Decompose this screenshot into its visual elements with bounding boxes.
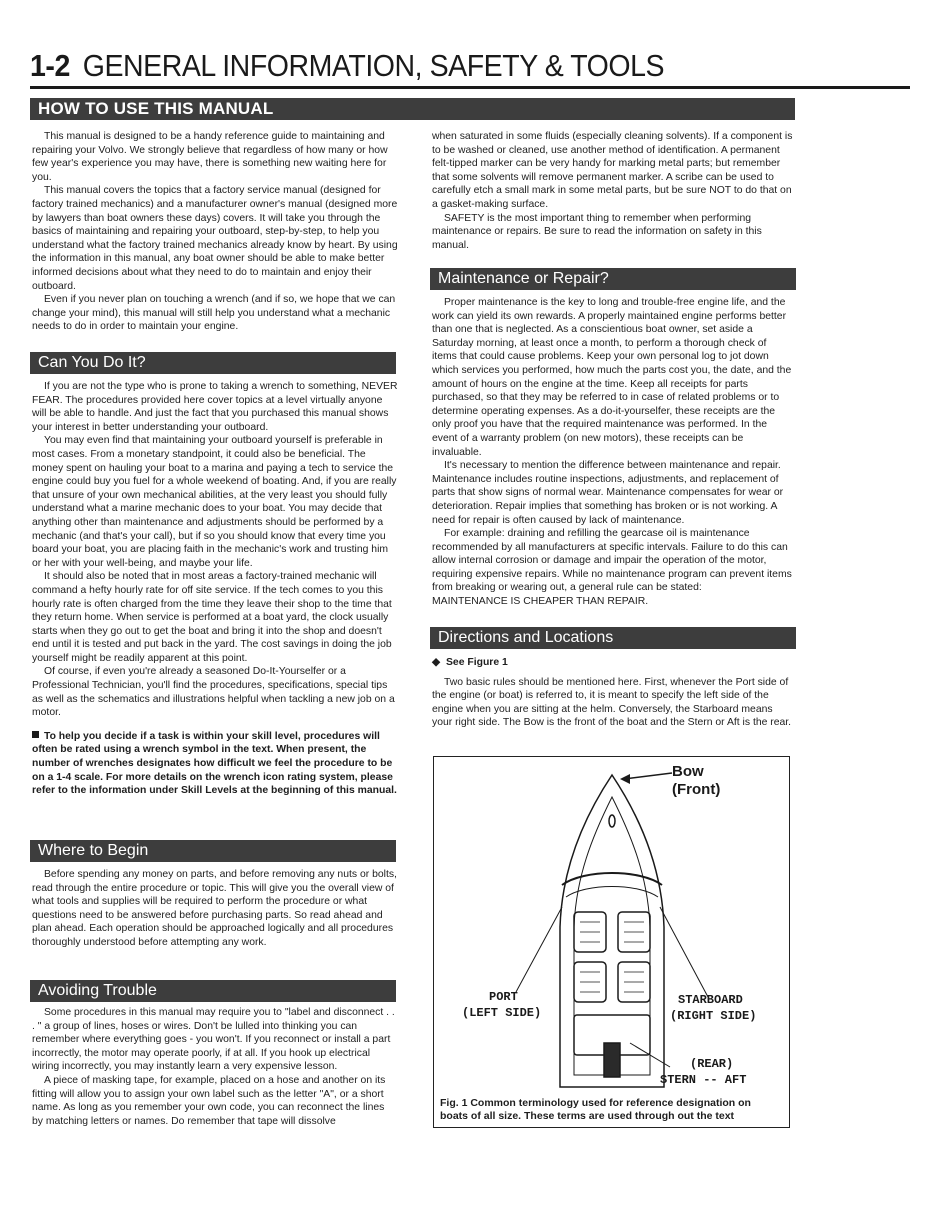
paragraph: Proper maintenance is the key to long and trouble-free engine life, and the work can yield its own rewards. A properly maintained engine performs better than one that is neglected. As a conscientious boat owner, set aside a Saturday morning, at least once a month, to perform a thorough check of items that could cause problems. Keep your own personal log to jot down which services you performed, how much the parts cost you, the date, and the amount of hours on the engine at the time. Keep all receipts for parts purchased, so that they may be referred to in case of related problems or to determine operating expenses. As a do-it-yourselfer, these receipts are the only proof you have that the required maintenance was performed. In the event of a warranty problem (on new motors), these receipts can be invaluable. bbox=[432, 297, 792, 458]
section-banner-directions bbox=[430, 627, 796, 649]
banner-title: Avoiding Trouble bbox=[38, 982, 157, 999]
square-bullet-icon bbox=[32, 731, 39, 738]
figure-1 bbox=[433, 756, 790, 1128]
bow-arrowhead bbox=[620, 774, 630, 784]
right-column-continued bbox=[432, 130, 794, 252]
right-side-label: (RIGHT SIDE) bbox=[670, 1009, 757, 1023]
note-text: To help you decide if a task is within your skill level, procedures will often be rated using a wrench symbol in the text. When present, the number of wrenches designates how difficult we feel the procedure to be on a 1-4 scale. For more details on the wrench icon rating system, please refer to the information under Skill Levels at the beginning of this manual. bbox=[32, 730, 397, 797]
paragraph: Some procedures in this manual may require you to "label and disconnect . . . " a group of lines, hoses or wires. Don't be lulled into thinking you can remember where everything goes - you won't. If you reconnect or install a part incorrectly, the motor may operate poorly, if at all. If you hook up electrical wiring incorrectly, you may instantly learn a very expensive lesson. bbox=[32, 1007, 395, 1073]
paragraph: Even if you never plan on touching a wrench (and if so, we hope that we can change your mind), this manual will still help you understand what a mechanic needs to do in order to maintain your engine. bbox=[32, 294, 396, 333]
left-column-how-to-use bbox=[32, 130, 398, 334]
boat-diagram bbox=[434, 757, 791, 1097]
left-side-label: (LEFT SIDE) bbox=[462, 1006, 542, 1020]
starboard-label: STARBOARD bbox=[678, 993, 743, 1007]
page-number: 1-2 bbox=[30, 48, 70, 83]
starboard-pointer bbox=[660, 907, 708, 997]
banner-title: HOW TO USE THIS MANUAL bbox=[38, 99, 274, 118]
paragraph: It should also be noted that in most areas a factory-trained mechanic will command a hefty hourly rate for off site service. If the tech comes to you this hourly rate is often charged from the time they leave their shop to the time that they return home. When service is performed at a boat yard, the clock usually starts when they go out to get the boat and bring it into the shop and doesn't end until it is tested and put back in the yard. The cost savings in doing the job yourself might be readily apparent at this point. bbox=[32, 571, 392, 664]
page-title bbox=[30, 48, 840, 84]
chapter-title: GENERAL INFORMATION, SAFETY & TOOLS bbox=[82, 48, 665, 83]
paragraph: when saturated in some fluids (especially cleaning solvents). If a component is to be washed or cleaned, use another method of identification. A permanent felt-tipped marker can be very handy for marking metal parts; but remember that some solvents will remove permanent marker. A scribe can be used to carefully etch a small mark in some metal parts, but be sure NOT to do that on a gasket-making surface. bbox=[432, 131, 793, 210]
paragraph: If you are not the type who is prone to taking a wrench to something, NEVER FEAR. The procedures provided here cover topics at a level virtually anyone will be able to handle. And just the fact that you purchased this manual shows your interest in better understanding your outboard. bbox=[32, 381, 398, 433]
front-label: (Front) bbox=[672, 781, 721, 798]
left-column-can-you bbox=[32, 380, 398, 798]
maintenance-rule: MAINTENANCE IS CHEAPER THAN REPAIR. bbox=[432, 596, 649, 608]
banner-title: Where to Begin bbox=[38, 842, 149, 859]
paragraph: A piece of masking tape, for example, placed on a hose and another on its fitting will allow you to assign your own label such as the letter "A", or a short name. As long as you remember your own code, you can reconnect the lines by matching letters or names. Do remember that tape will dissolve bbox=[32, 1074, 386, 1127]
bow-cleat bbox=[609, 815, 615, 827]
figure-caption: Fig. 1 Common terminology used for reference designation on boats of all size. These terms are used through out the text bbox=[440, 1097, 751, 1122]
skill-level-note bbox=[32, 730, 398, 798]
paragraph: Two basic rules should be mentioned here. First, whenever the Port side of the engine (or boat) is referred to, it is meant to specify the left side of the engine when you are sitting at the helm. Conversely, the Starboard means your right side. The Bow is the front of the boat and the Stern or Aft is the rear. bbox=[432, 676, 792, 729]
paragraph: SAFETY is the most important thing to remember when performing maintenance or repairs. Be sure to read the information on safety in this manual. bbox=[432, 212, 762, 251]
banner-title: Directions and Locations bbox=[438, 629, 614, 646]
windshield-frame bbox=[566, 887, 658, 898]
header-rule bbox=[30, 86, 910, 89]
bow-label: Bow bbox=[672, 763, 704, 780]
seat-cushion-lines bbox=[580, 922, 644, 992]
see-figure-reference bbox=[432, 656, 794, 670]
port-label: PORT bbox=[489, 990, 518, 1004]
outboard-motor bbox=[604, 1043, 620, 1077]
diamond-bullet-icon: ◆ bbox=[432, 657, 440, 668]
port-pointer bbox=[516, 907, 562, 992]
page-header bbox=[30, 48, 910, 84]
right-column-directions bbox=[432, 654, 794, 730]
paragraph: Of course, if even you're already a seasoned Do-It-Yourselfer or a Professional Technician, you'll find the procedures, specifications, special tips as well as the schematics and illustrations helpful when tackling a new job on a motor. bbox=[32, 666, 395, 719]
boat-windshield bbox=[562, 873, 662, 885]
banner-title: Can You Do It? bbox=[38, 354, 146, 371]
section-banner-how-to-use bbox=[30, 98, 795, 120]
rear-label: (REAR) bbox=[690, 1057, 734, 1071]
section-banner-avoiding-trouble bbox=[30, 980, 396, 1002]
section-banner-can-you bbox=[30, 352, 396, 374]
paragraph: This manual covers the topics that a factory service manual (designed for factory trained mechanics) and a manufacturer owner's manual (designed more by lawyers than boat owners these days) covers. It will take you through the basics of maintaining and repairing your outboard, step-by-step, to help you understand what the factory trained mechanics already know by heart. By using the information in this manual, any boat owner should be able to make better informed decisions about what they need to do to maintain and enjoy their outboard. bbox=[32, 185, 398, 292]
paragraph: For example: draining and refilling the gearcase oil is maintenance recommended by all manufacturers at specific intervals. Failure to do this can allow internal corrosion or damage and impair the operation of the motor, requiring expensive repairs. While no maintenance program can prevent items from breaking or wearing out, a general rule can be stated: bbox=[432, 528, 792, 594]
boat-gunwale bbox=[574, 797, 650, 1075]
boat-hull bbox=[560, 775, 664, 1087]
section-banner-where-to-begin bbox=[30, 840, 396, 862]
left-column-avoiding-trouble bbox=[32, 1006, 398, 1128]
see-figure-text: See Figure 1 bbox=[446, 657, 508, 668]
paragraph: You may even find that maintaining your outboard yourself is preferable in most cases. From a monetary standpoint, it could also be beneficial. The money spent on hauling your boat to a marina and paying a tech to service the engine could buy you fuel for a whole weekend of boating. And, if you are really that unsure of your own mechanical abilities, at the very least you should fully understand what a marine mechanic does to your boat. You may decide that anything other than maintenance and adjustments should be performed by a mechanic (and that's your call), but if so you should know that every time you board your boat, you are placing faith in the mechanic's work and trusting him or her with your well-being, and maybe your life. bbox=[32, 435, 397, 569]
left-column-where-to-begin bbox=[32, 868, 398, 950]
banner-title: Maintenance or Repair? bbox=[438, 270, 609, 287]
paragraph: It's necessary to mention the difference between maintenance and repair. Maintenance includes routine inspections, adjustments, and replacement of parts that show signs of normal wear. Maintenance compensates for wear or deterioration. Repair implies that something has broken or is not working. A need for repair is often caused by lack of maintenance. bbox=[432, 460, 784, 526]
bow-pointer bbox=[624, 773, 672, 779]
paragraph: Before spending any money on parts, and before removing any nuts or bolts, read through the entire procedure or topic. This will give you the overall view of what tools and supplies will be required to perform the procedure or what questions need to be answered before purchasing parts. So read ahead and plan ahead. Each operation should be approached logically and all procedures thoroughly understood before attempting any work. bbox=[32, 869, 397, 948]
right-column-maintenance bbox=[432, 296, 794, 609]
stern-aft-label: STERN -- AFT bbox=[660, 1073, 747, 1087]
paragraph: This manual is designed to be a handy reference guide to maintaining and repairing your Volvo. We strongly believe that regardless of how many or how few year's experience you may have, there is something new waiting here for you. bbox=[32, 131, 388, 183]
section-banner-maintenance bbox=[430, 268, 796, 290]
